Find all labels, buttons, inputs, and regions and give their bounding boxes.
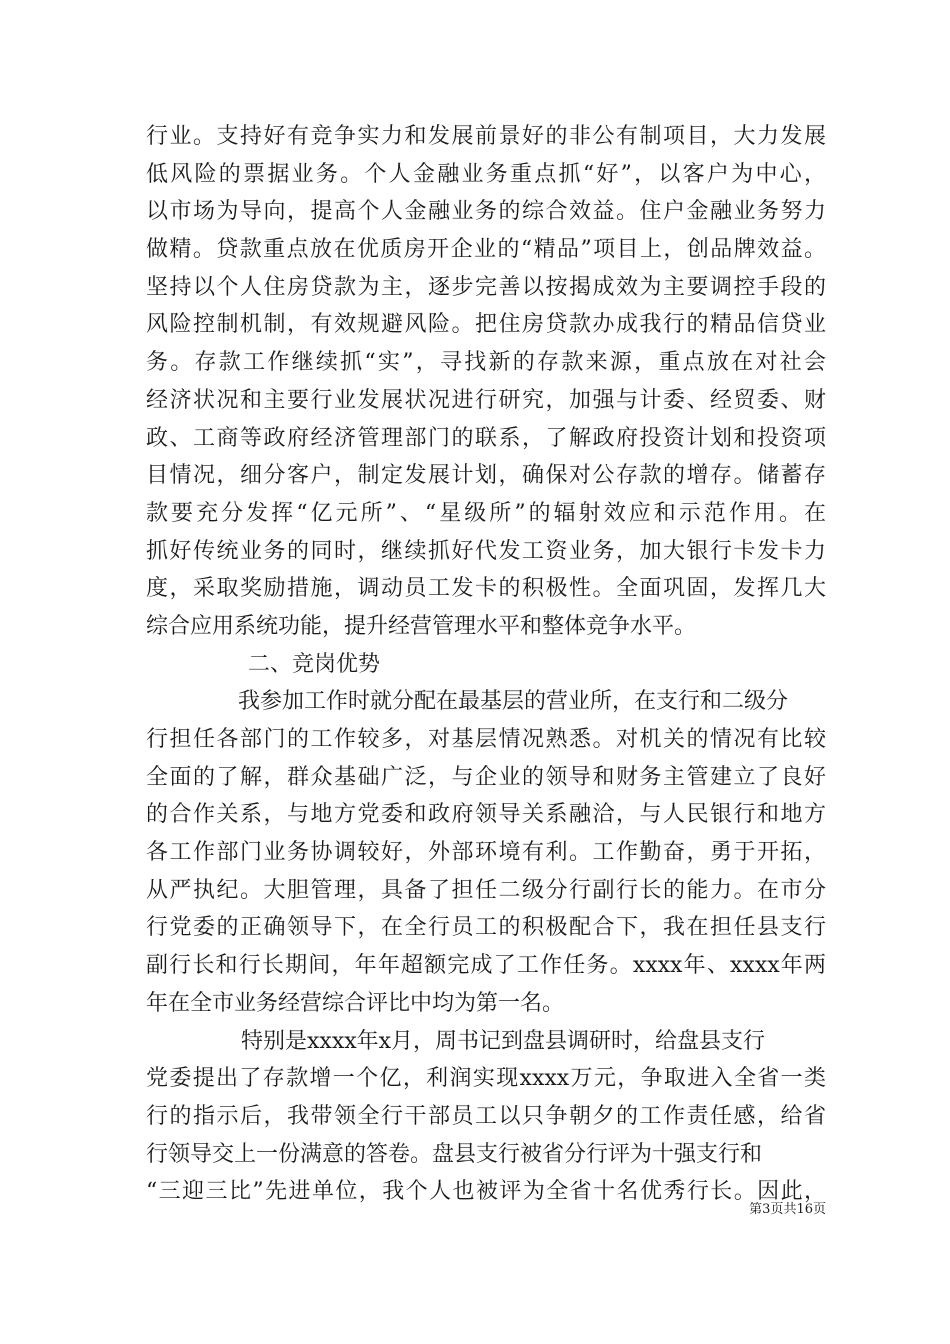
text-line: 行的指示后，我带领全行干部员工以只争朝夕的工作责任感，给省 (146, 1103, 826, 1129)
text-line: 经济状况和主要行业发展状况进行研究，加强与计委、经贸委、财 (146, 387, 826, 413)
paragraph-first-line: 我参加工作时就分配在最基层的营业所，在支行和二级分 (238, 689, 789, 715)
section-heading: 二、竞岗优势 (248, 651, 381, 677)
text-line: 各工作部门业务协调较好，外部环境有利。工作勤奋，勇于开拓， (146, 840, 826, 866)
text-line: 行党委的正确领导下，在全行员工的积极配合下，我在担任县支行 (146, 915, 826, 941)
text-line: 综合应用系统功能，提升经营管理水平和整体竞争水平。 (146, 613, 697, 639)
text-line: 从严执纪。大胆管理，具备了担任二级分行副行长的能力。在市分 (146, 877, 826, 903)
text-line: 目情况，细分客户，制定发展计划，确保对公存款的增存。储蓄存 (146, 463, 826, 489)
text-line: 的合作关系，与地方党委和政府领导关系融洽，与人民银行和地方 (146, 802, 826, 828)
text-line: “三迎三比”先进单位，我个人也被评为全省十名优秀行长。因此， (146, 1179, 826, 1205)
text-line: 全面的了解，群众基础广泛，与企业的领导和财务主管建立了良好 (146, 764, 826, 790)
text-line: 行业。支持好有竞争实力和发展前景好的非公有制项目，大力发展 (146, 124, 826, 149)
text-line: 党委提出了存款增一个亿，利润实现xxxx万元，争取进入全省一类 (146, 1066, 826, 1092)
text-line: 做精。贷款重点放在优质房开企业的“精品”项目上，创品牌效益。 (146, 237, 826, 263)
paragraph-first-line: 特别是xxxx年x月，周书记到盘县调研时，给盘县支行 (241, 1028, 766, 1054)
text-line: 政、工商等政府经济管理部门的联系，了解政府投资计划和投资项 (146, 425, 826, 451)
text-line: 低风险的票据业务。个人金融业务重点抓“好”，以客户为中心， (146, 161, 826, 187)
page-number-footer: 第3页共16页 (749, 1202, 826, 1217)
text-line: 行领导交上一份满意的答卷。盘县支行被省分行评为十强支行和 (146, 1141, 763, 1167)
text-line: 务。存款工作继续抓“实”，寻找新的存款来源，重点放在对社会 (146, 350, 826, 376)
text-line: 副行长和行长期间，年年超额完成了工作任务。xxxx年、xxxx年两 (146, 953, 826, 979)
text-line: 度，采取奖励措施，调动员工发卡的积极性。全面巩固，发挥几大 (146, 576, 826, 602)
text-line: 风险控制机制，有效规避风险。把住房贷款办成我行的精品信贷业 (146, 312, 826, 338)
text-line: 年在全市业务经营综合评比中均为第一名。 (146, 990, 565, 1016)
text-line: 款要充分发挥“亿元所”、“星级所”的辐射效应和示范作用。在 (146, 500, 826, 526)
text-line: 以市场为导向，提高个人金融业务的综合效益。住户金融业务努力 (146, 199, 826, 225)
text-line: 行担任各部门的工作较多，对基层情况熟悉。对机关的情况有比较 (146, 727, 826, 752)
document-body (146, 118, 826, 1211)
text-line: 抓好传统业务的同时，继续抓好代发工资业务，加大银行卡发卡力 (146, 538, 826, 564)
text-line: 坚持以个人住房贷款为主，逐步完善以按揭成效为主要调控手段的 (146, 274, 826, 300)
